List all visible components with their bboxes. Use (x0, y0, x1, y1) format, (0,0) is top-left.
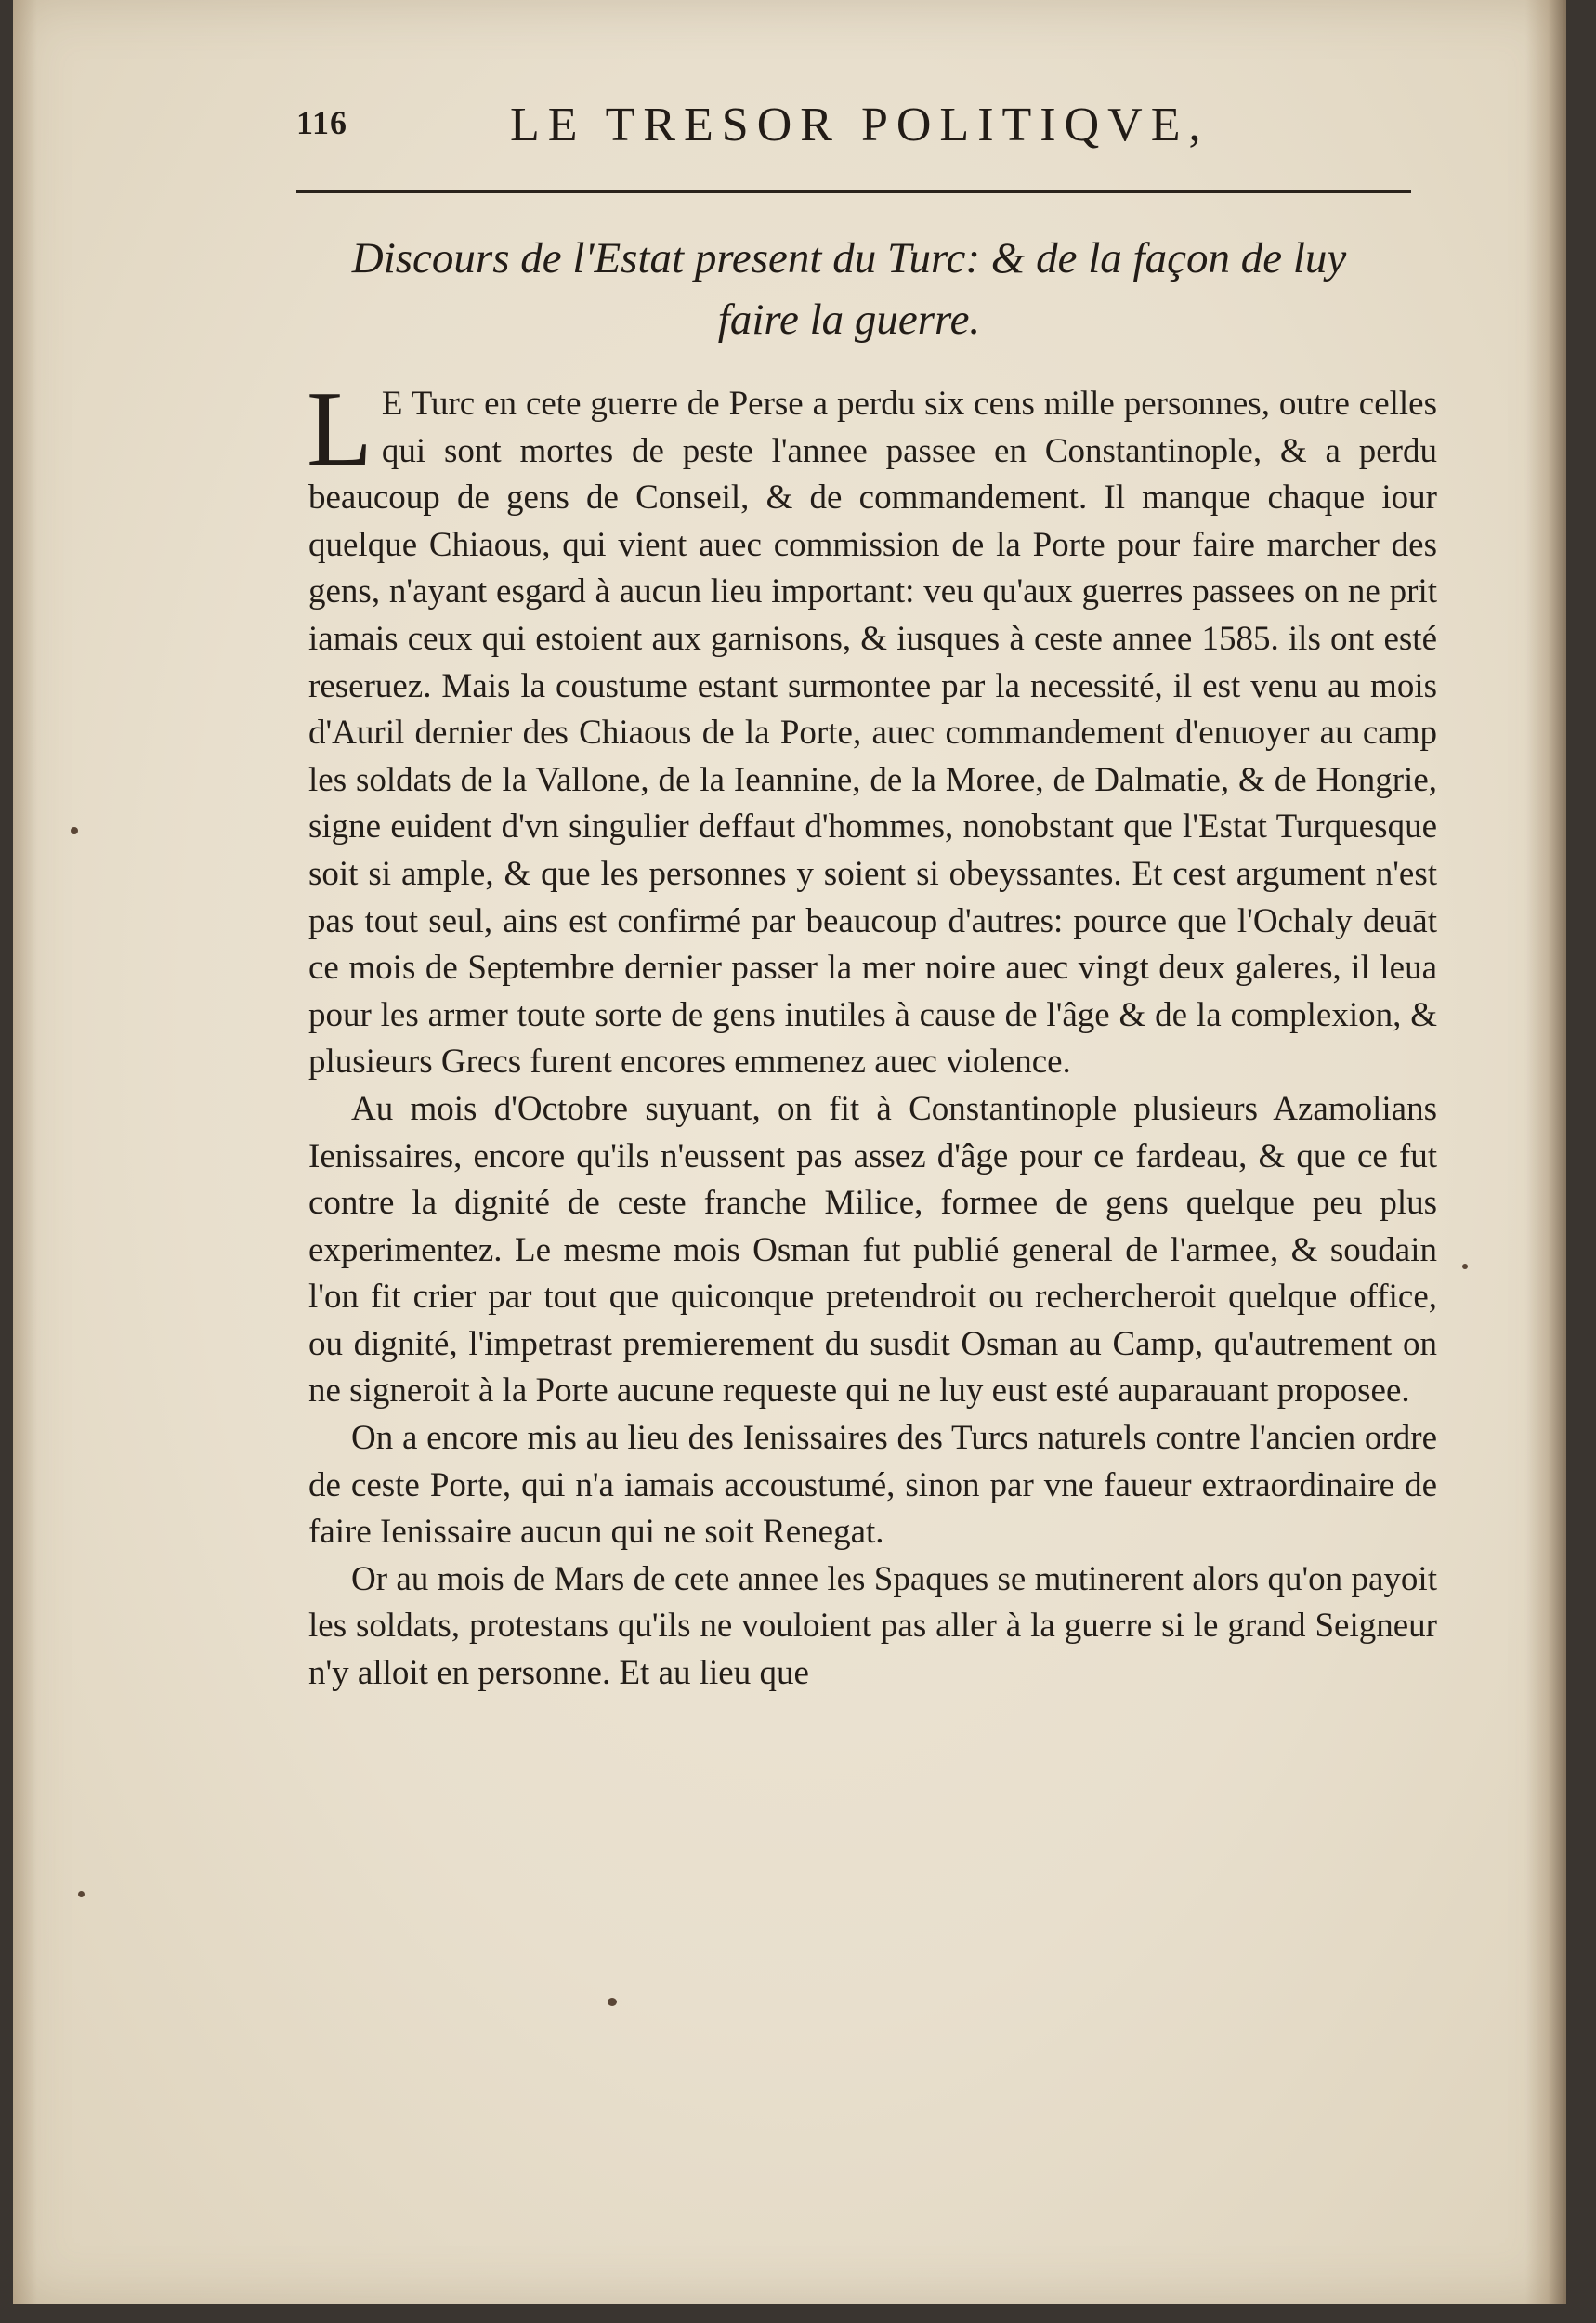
page-gutter-shadow (13, 0, 37, 2304)
ink-speck (78, 1891, 85, 1897)
running-title: LE TRESOR POLITIQVE, (510, 98, 1210, 151)
paragraph-3: On a encore mis au lieu des Ienissaires des Turcs naturels contre l'ancien ordre de ceste Porte, qui n'a iamais accoustumé, sinon par vne faueur extraordinaire de faire Ienissaire aucun qui ne soit Renegat. (308, 1419, 1437, 1552)
ink-speck (71, 827, 78, 834)
page-number: 116 (296, 104, 348, 141)
book-page (13, 0, 1566, 2304)
running-head (296, 98, 1393, 153)
page-edge-shadow (1525, 0, 1566, 2304)
ink-speck (608, 1998, 617, 2006)
drop-cap: L (307, 370, 373, 489)
section-heading-line-1: Discours de l'Estat present du Turc: & de la façon de luy (351, 234, 1347, 282)
ink-speck (1462, 1264, 1468, 1269)
section-heading (310, 228, 1388, 350)
body-text (307, 370, 1437, 1698)
section-heading-line-2: faire la guerre. (717, 295, 981, 344)
header-rule (296, 190, 1411, 193)
paragraph-2: Au mois d'Octobre suyuant, on fit à Constantinople plusieurs Azamolians Ienissaires, encore qu'ils n'eussent pas assez d'âge pour ce fardeau, & que ce fut contre la dignité de ceste franche Milice, formee de gens quelque peu plus experimentez. Le mesme mois Osman fut publié general de l'armee, & soudain l'on fit crier par tout que quiconque pretendroit ou rechercheroit quelque office, ou dignité, l'impetrast premierement du susdit Osman au Camp, qu'autrement on ne signeroit à la Porte aucune requeste qui ne luy eust esté auparauant proposee. (308, 1089, 1437, 1411)
paragraph-4: Or au mois de Mars de cete annee les Spaques se mutinerent alors qu'on payoit les soldats, protestans qu'ils ne vouloient pas aller à la guerre si le grand Seigneur n'y alloit en personne. Et au lieu que (308, 1559, 1437, 1693)
paragraph-1 (307, 370, 1437, 1086)
paragraph-1-text: E Turc en cete guerre de Perse a perdu six cens mille personnes, outre celles qui sont mortes de peste l'annee passee en Constantinople, & a perdu beaucoup de gens de Conseil, & de commandement. Il manque chaque iour quelque Chiaous, qui vient auec commission de la Porte pour faire marcher des gens, n'ayant esgard à aucun lieu important: veu qu'aux guerres passees on ne prit iamais ceux qui estoient aux garnisons, & iusques à ceste annee 1585. ils ont esté reseruez. Mais la coustume estant surmontee par la necessité, il est venu au mois d'Auril dernier des Chiaous de la Porte, auec commandement d'enuoyer au camp les soldats de la Vallone, de la Ieannine, de la Moree, de Dalmatie, & de Hongrie, signe euident d'vn singulier deffaut d'hommes, nonobstant que l'Estat Turquesque soit si ample, & que les personnes y soient si obeyssantes. Et cest argument n'est pas tout seul, ains est confirmé par beaucoup d'autres: pource que l'Ochaly deuāt ce mois de Septembre dernier passer la mer noire auec vingt deux galeres, il leua pour les armer toute sorte de gens inutiles à cause de l'âge & de la complexion, & plusieurs Grecs furent encores emmenez auec violence. (308, 385, 1437, 1082)
